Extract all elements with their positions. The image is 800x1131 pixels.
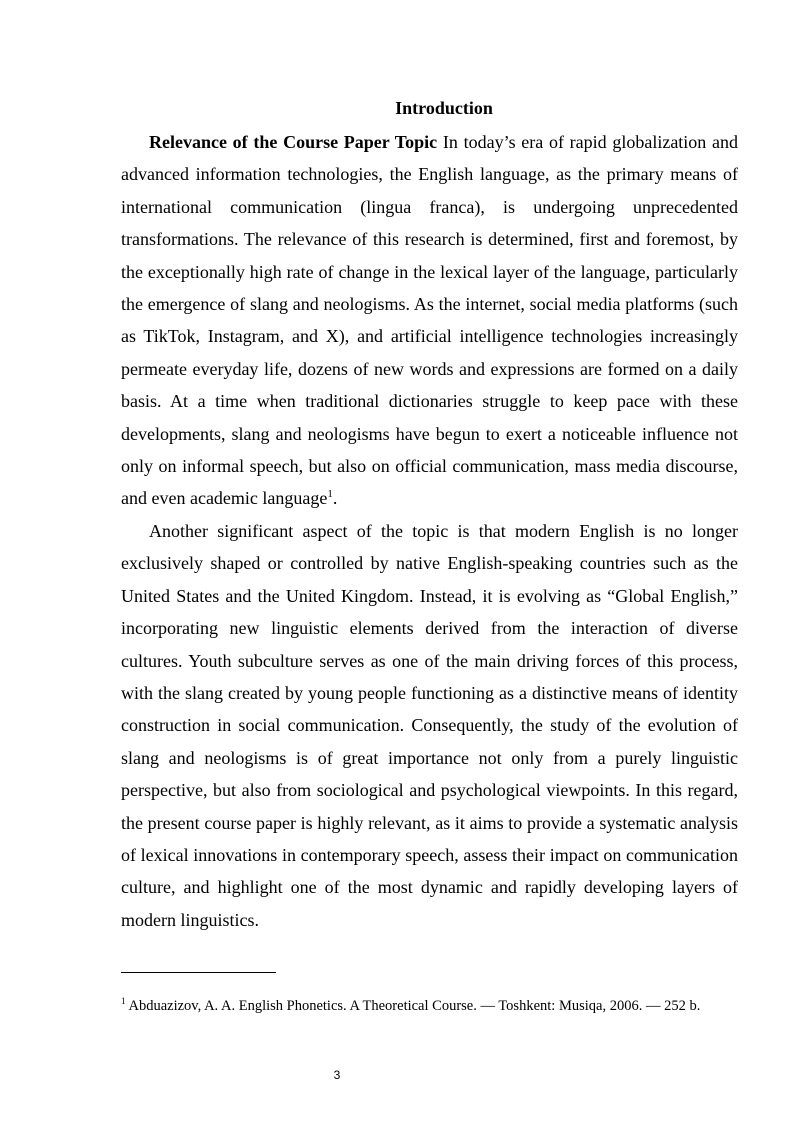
footnote-reference[interactable]: 1 (327, 488, 333, 501)
paragraph-global-english: Another significant aspect of the topic is that modern English is no longer exclusively shaped or controlled by native English-speaking countries such as the United States and the United Kingdom. Instead, it is evolving as “Global English,” incorporating new linguistic elements derived from the interaction of diverse cultures. Youth subculture serves as one of the main driving forces of this process, with the slang created by young people functioning as a distinctive means of identity construction in social communication. Consequently, the study of the evolution of slang and neologisms is of great importance not only from a purely linguistic perspective, but also from sociological and psychological viewpoints. In this regard, the present course paper is highly relevant, as it aims to provide a systematic analysis of lexical innovations in contemporary speech, assess their impact on communication culture, and highlight one of the most dynamic and rapidly developing layers of modern linguistics. (121, 520, 738, 930)
footnote-separator (121, 972, 276, 973)
section-heading: Introduction (395, 98, 493, 118)
footnote (121, 997, 738, 1016)
paragraph-lead-heading: Relevance of the Course Paper Topic (149, 132, 438, 152)
page-number: 3 (333, 1068, 341, 1082)
footnote-text: Abduazizov, A. A. English Phonetics. A Theoretical Course. — Toshkent: Musiqa, 2006. — 252 b. (128, 998, 701, 1014)
body-text (121, 126, 738, 936)
paragraph-relevance (121, 126, 738, 515)
paragraph-relevance-text: In today’s era of rapid globalization and advanced information technologies, the English language, as the primary means of international communication (lingua franca), is undergoing unprecedented transformations. The relevance of this research is determined, first and foremost, by the exceptionally high rate of change in the lexical layer of the language, particularly the emergence of slang and neologisms. As the internet, social media platforms (such as TikTok, Instagram, and X), and artificial intelligence technologies increasingly permeate everyday life, dozens of new words and expressions are formed on a daily basis. At a time when traditional dictionaries struggle to keep pace with these developments, slang and neologisms have begun to exert a noticeable influence not only on informal speech, but also on official communication, mass media discourse, and even academic language (121, 132, 739, 509)
footnote-number: 1 (121, 996, 126, 1007)
paragraph-end-punctuation: . (332, 488, 338, 509)
